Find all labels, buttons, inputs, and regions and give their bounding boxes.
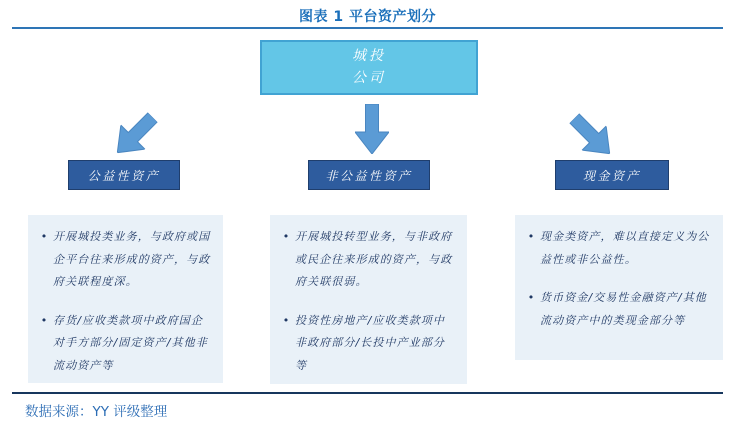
bullet-marker: • [282,230,291,243]
bullet-marker: • [282,313,291,327]
bullet-marker: • [40,230,49,243]
down-arrow-icon [355,104,389,154]
bullet-marker: • [527,230,536,243]
bullet-item [278,226,455,294]
top-divider [12,27,723,29]
branch-label-text: 公益性资产 [87,168,161,183]
root-node-line1: 城投 [352,47,386,64]
bullet-text: 投资性房地产/应收类款项中非政府部分/长投中产业部分等 [295,313,446,372]
branch-label-text: 非公益性资产 [325,168,413,183]
bullet-text: 货币资金/交易性金融资产/其他流动资产中的类现金部分等 [540,291,707,327]
content-panel-cash-assets [515,215,723,360]
bullet-item [36,310,211,378]
bullet-marker: • [527,291,536,305]
content-panel-public-welfare-assets [28,215,223,383]
bullet-text: 开展城投类业务，与政府或国企平台往来形成的资产，与政府关联程度深。 [53,230,211,289]
bullet-item [36,226,211,294]
root-node-line2: 公司 [352,69,386,86]
branch-label-cash-assets [555,160,669,190]
bullet-item [523,287,711,332]
down-left-arrow-icon [105,105,164,164]
branch-label-non-public-welfare-assets [308,160,430,190]
bullet-text: 存货/应收类款项中政府国企对手方部分/固定资产/其他非流动资产等 [53,313,208,372]
bullet-item [523,226,711,271]
branch-label-public-welfare-assets [68,160,180,190]
down-right-arrow-icon [562,106,621,165]
bullet-item [278,310,455,378]
bottom-divider [12,392,723,394]
bullet-text: 现金类资产，难以直接定义为公益性或非公益性。 [540,230,710,266]
source-note: 数据来源：YY 评级整理 [25,404,168,420]
branch-label-text: 现金资产 [582,168,641,183]
bullet-text: 开展城投转型业务，与非政府或民企往来形成的资产，与政府关联很弱。 [295,230,453,289]
figure-title: 图表 1 平台资产划分 [299,9,436,25]
root-node-chengtou-company [260,40,478,95]
bullet-marker: • [40,313,49,327]
content-panel-non-public-welfare-assets [270,215,467,384]
